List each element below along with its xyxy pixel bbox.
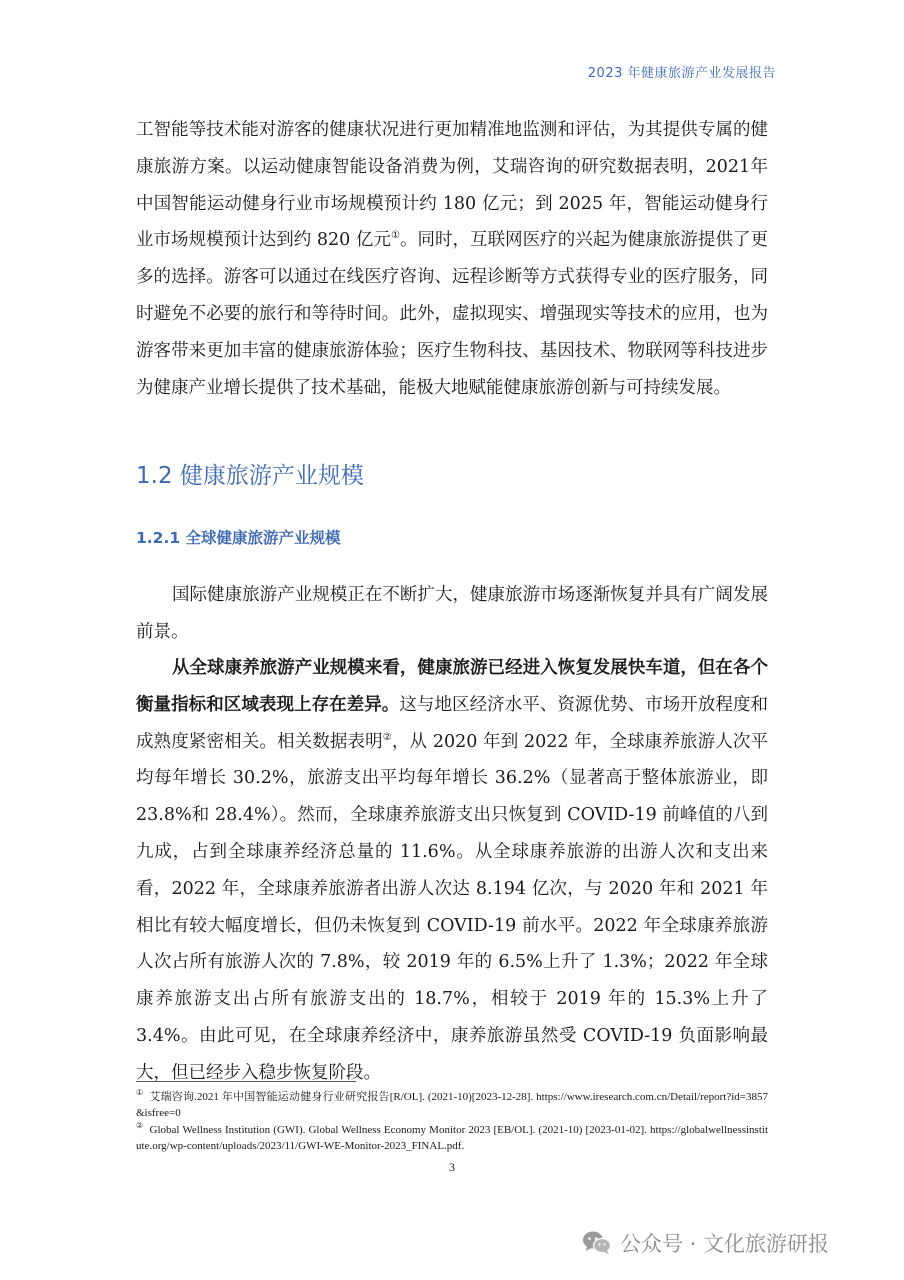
footnotes [136, 1089, 768, 1155]
paragraph-intro [136, 112, 768, 406]
footnote-ref-2[interactable]: ② [382, 731, 392, 743]
footnote-mark: ① [136, 1088, 144, 1098]
footnote-text: 艾瑞咨询.2021 年中国智能运动健身行业研究报告[R/OL]. (2021-10)[2023-12-28]. https://www.iresearch.com.cn/Detail/report?id=3857&isfree=0 [136, 1091, 768, 1119]
page-number: 3 [449, 1160, 455, 1174]
paragraph-text: 。同时，互联网医疗的兴起为健康旅游提供了更多的选择。游客可以通过在线医疗咨询、远程诊断等方式获得专业的医疗服务，同时避免不必要的旅行和等待时间。此外，虚拟现实、增强现实等技术的应用，也为游客带来更加丰富的健康旅游体验；医疗生物科技、基因技术、物联网等科技进步为健康产业增长提供了技术基础，能极大地赋能健康旅游创新与可持续发展。 [136, 230, 769, 398]
wechat-icon [582, 1230, 612, 1256]
footnote-ref-1[interactable]: ① [390, 230, 400, 242]
paragraph-text: 工智能等技术能对游客的健康状况进行更加精准地监测和评估，为其提供专属的健康旅游方案。以运动健康智能设备消费为例，艾瑞咨询的研究数据表明，2021年中国智能运动健身行业市场规模预计约 180 亿元；到 2025 年，智能运动健身行业市场规模预计达到约 820 亿元 [136, 120, 768, 251]
paragraph-market-scale [136, 650, 768, 1092]
paragraph-text: 这与地区经济水平、资源优势、市场开放程度和成熟度紧密相关。相关数据表明 [136, 694, 769, 752]
footnote-2 [136, 1122, 768, 1154]
watermark [582, 1226, 829, 1260]
footnote-1 [136, 1089, 768, 1121]
paragraph-overview: 国际健康旅游产业规模正在不断扩大，健康旅游市场逐渐恢复并具有广阔发展前景。 [136, 585, 768, 642]
section-heading: 1.2 健康旅游产业规模 [136, 463, 364, 489]
bold-lead-sentence: 从全球康养旅游产业规模来看，健康旅游已经进入恢复发展快车道，但在各个衡量指标和区域表现上存在差异。 [136, 658, 768, 715]
subsection-heading: 1.2.1 全球健康旅游产业规模 [136, 529, 341, 547]
watermark-text: 公众号 · 文化旅游研报 [620, 1232, 830, 1256]
footnote-mark: ② [136, 1121, 144, 1131]
footnote-divider [136, 1081, 356, 1082]
footnote-text: Global Wellness Institution (GWI). Global Wellness Economy Monitor 2023 [EB/OL]. (2021-10) [2023-01-02]. https://globalwellnessinstitute.org/wp-content/uploads/2023/11/GWI-WE-Monitor-2023_FINAL.pdf. [136, 1124, 768, 1152]
running-header: 2023 年健康旅游产业发展报告 [587, 66, 776, 81]
paragraph-text: ，从 2020 年到 2022 年，全球康养旅游人次平均每年增长 30.2%，旅游支出平均每年增长 36.2%（显著高于整体旅游业，即 23.8%和 28.4%）。然而，全球康养旅游支出只恢复到 COVID-19 前峰值的八到九成，占到全球康养经济总量的 11.6%。从全球康养旅游的出游人次和支出来看，2022 年，全球康养旅游者出游人次达 8.194 亿次，与 2020 年和 2021 年相比有较大幅度增长，但仍未恢复到 COVID-19 前水平。2022 年全球康养旅游人次占所有旅游人次的 7.8%，较 2019 年的 6.5%上升了 1.3%；2022 年全球康养旅游支出占所有旅游支出的 18.7%，相较于 2019 年的 15.3%上升了 3.4%。由此可见，在全球康养经济中，康养旅游虽然受 COVID-19 负面影响最大，但已经步入稳步恢复阶段。 [136, 731, 769, 1083]
